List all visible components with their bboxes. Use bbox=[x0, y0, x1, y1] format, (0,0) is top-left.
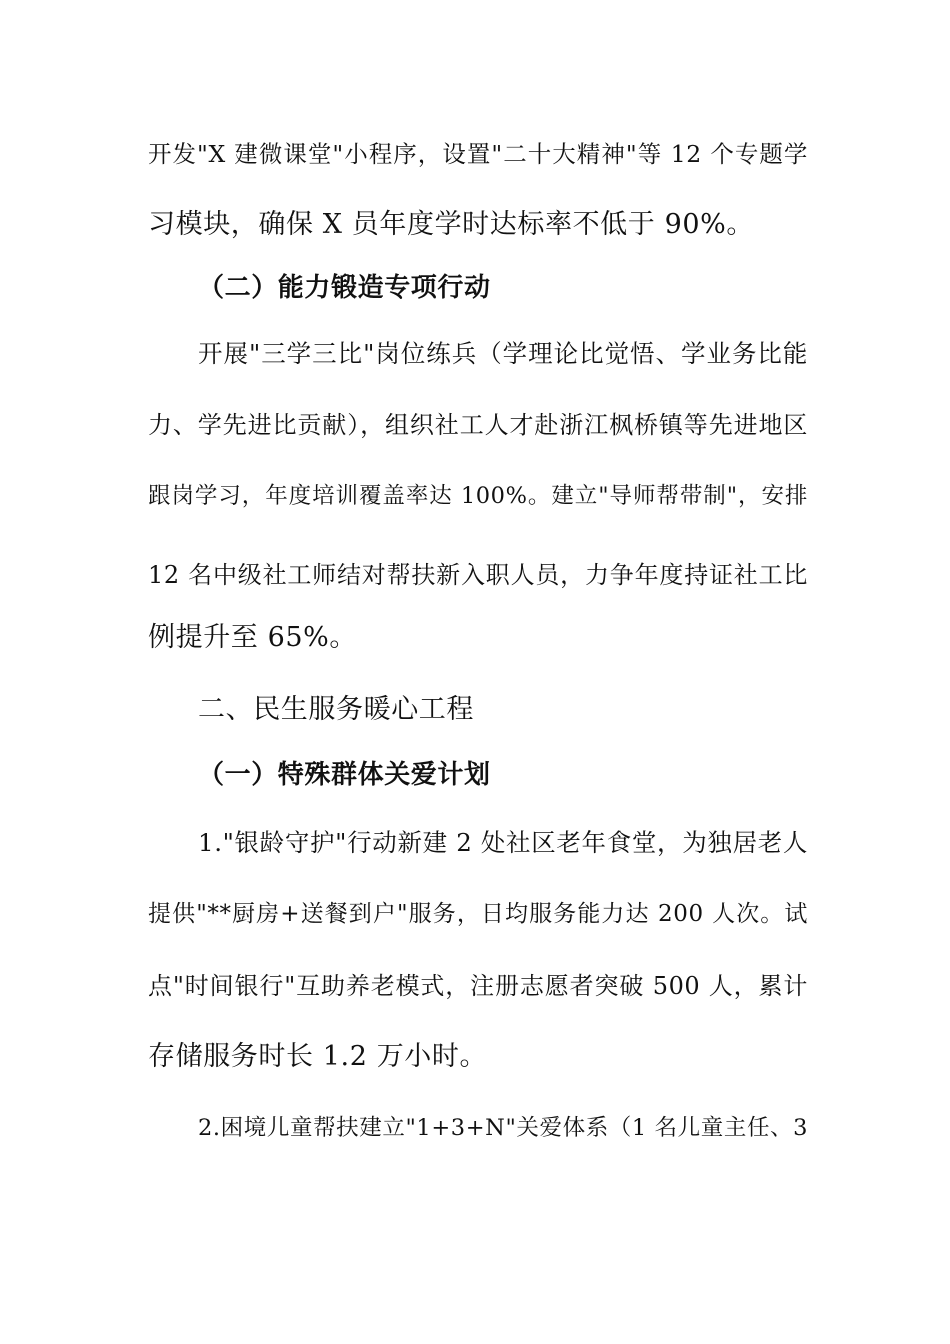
paragraph-line-3: 开展"三学三比"岗位练兵（学理论比觉悟、学业务比能 bbox=[198, 339, 808, 368]
paragraph-line-12: 2.困境儿童帮扶建立"1+3+N"关爱体系（1 名儿童主任、3 bbox=[198, 1115, 809, 1141]
section-heading-capacity: （二）能力锻造专项行动 bbox=[198, 273, 491, 303]
paragraph-line-9: 提供"**厨房+送餐到户"服务，日均服务能力达 200 人次。试 bbox=[148, 901, 808, 927]
paragraph-line-7: 例提升至 65%。 bbox=[148, 622, 357, 653]
chapter-heading-livelihood: 二、民生服务暖心工程 bbox=[198, 694, 474, 725]
paragraph-line-6: 12 名中级社工师结对帮扶新入职人员，力争年度持证社工比 bbox=[148, 561, 808, 589]
paragraph-line-8: 1."银龄守护"行动新建 2 处社区老年食堂，为独居老人 bbox=[198, 828, 808, 857]
paragraph-line-2: 习模块，确保 X 员年度学时达标率不低于 90%。 bbox=[148, 209, 754, 240]
paragraph-line-4: 力、学先进比贡献），组织社工人才赴浙江枫桥镇等先进地区 bbox=[148, 411, 808, 439]
paragraph-line-10: 点"时间银行"互助养老模式，注册志愿者突破 500 人，累计 bbox=[148, 972, 808, 1000]
paragraph-line-1: 开发"X 建微课堂"小程序，设置"二十大精神"等 12 个专题学 bbox=[148, 140, 808, 168]
paragraph-line-11: 存储服务时长 1.2 万小时。 bbox=[148, 1041, 488, 1072]
section-heading-special-groups: （一）特殊群体关爱计划 bbox=[198, 760, 491, 790]
paragraph-line-5: 跟岗学习，年度培训覆盖率达 100%。建立"导师帮带制"，安排 bbox=[148, 483, 808, 509]
